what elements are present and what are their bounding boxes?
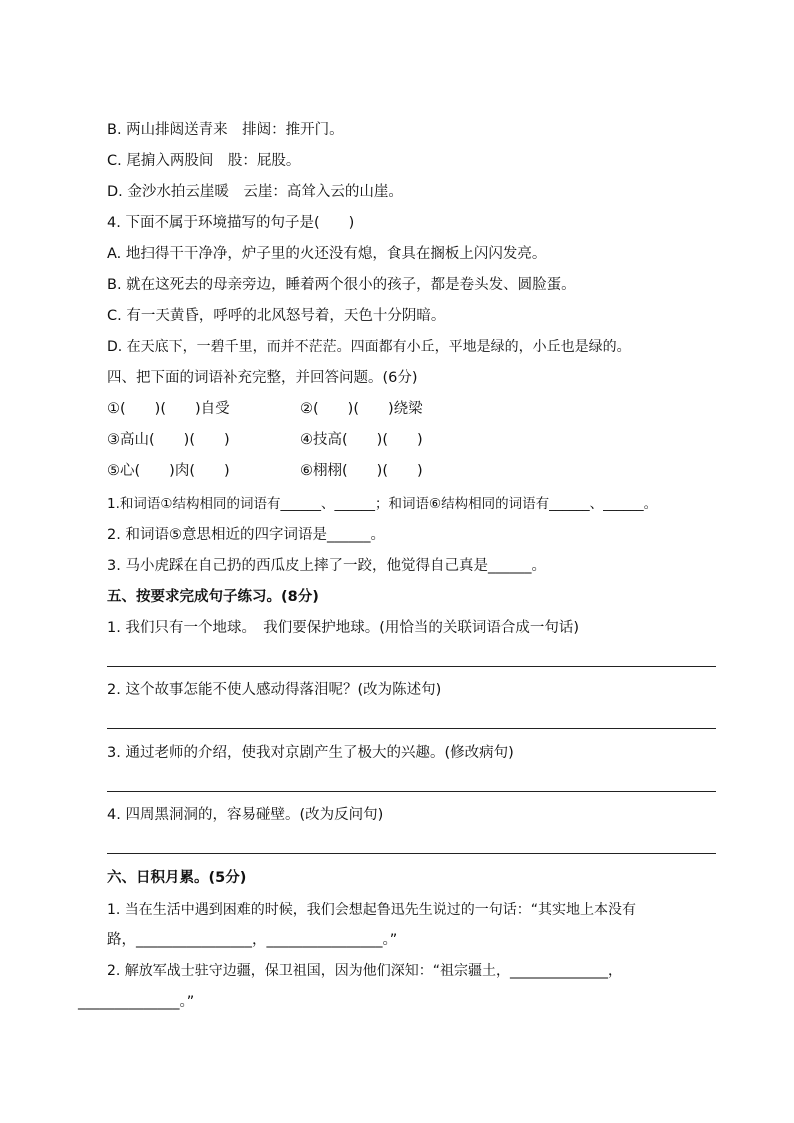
q4-stem: 4. 下面不属于环境描写的句子是( )	[107, 215, 355, 231]
section6-q1-line1: 1. 当在生活中遇到困难的时候，我们会想起鲁迅先生说过的一句话：“其实地上本没有	[107, 902, 637, 918]
q4-option-d: D. 在天底下，一碧千里，而并不茫茫。四面都有小丘，平地是绿的，小丘也是绿的。	[107, 339, 631, 355]
q4-option-b: B. 就在这死去的母亲旁边，睡着两个很小的孩子，都是卷头发、圆脸蛋。	[107, 277, 576, 293]
section6-q2-line1: 2. 解放军战士驻守边疆，保卫祖国，因为他们深知：“祖宗疆土，______________，	[107, 963, 623, 979]
section5-item-3: 3. 通过老师的介绍，使我对京剧产生了极大的兴趣。(修改病句)	[107, 745, 514, 761]
q4-option-a: A. 地扫得干干净净，炉子里的火还没有熄，食具在搁板上闪闪发亮。	[107, 246, 547, 262]
answer-line-1[interactable]	[107, 666, 716, 667]
section4-title: 四、把下面的词语补充完整，并回答问题。(6分)	[107, 370, 418, 386]
word-2: ②( )( )绕梁	[300, 401, 423, 417]
word-3: ③高山( )( )	[107, 432, 230, 448]
q4-option-c: C. 有一天黄昏，呼呼的北风怒号着，天色十分阴暗。	[107, 308, 446, 324]
answer-line-3[interactable]	[107, 791, 716, 792]
word-4: ④技高( )( )	[300, 432, 423, 448]
section4-q1: 1.和词语①结构相同的词语有______、______；和词语⑥结构相同的词语有______、______。	[107, 496, 658, 512]
word-1: ①( )( )自受	[107, 401, 230, 417]
q3-option-c: C. 尾掮入两股间 股：屁股。	[107, 153, 301, 169]
section6-q2-line2: ______________。”	[78, 994, 195, 1010]
answer-line-2[interactable]	[107, 728, 716, 729]
section5-title: 五、按要求完成句子练习。(8分)	[107, 589, 319, 605]
section4-q2: 2. 和词语⑤意思相近的四字词语是______。	[107, 527, 385, 543]
section5-item-2: 2. 这个故事怎能不使人感动得落泪呢？(改为陈述句)	[107, 682, 442, 698]
section4-q3: 3. 马小虎踩在自己扔的西瓜皮上摔了一跤，他觉得自己真是______。	[107, 558, 546, 574]
q3-option-d: D. 金沙水拍云崖暖 云崖：高耸入云的山崖。	[107, 184, 403, 200]
q3-option-b: B. 两山排闼送青来 排闼：推开门。	[107, 122, 344, 138]
section6-title: 六、日积月累。(5分)	[107, 870, 247, 886]
section6-q1-line2: 路，________________，________________。”	[107, 932, 398, 948]
answer-line-4[interactable]	[107, 853, 716, 854]
word-6: ⑥栩栩( )( )	[300, 463, 423, 479]
section5-item-1: 1. 我们只有一个地球。 我们要保护地球。(用恰当的关联词语合成一句话)	[107, 620, 580, 636]
section5-item-4: 4. 四周黑洞洞的，容易碰壁。(改为反问句)	[107, 807, 384, 823]
word-5: ⑤心( )肉( )	[107, 463, 230, 479]
